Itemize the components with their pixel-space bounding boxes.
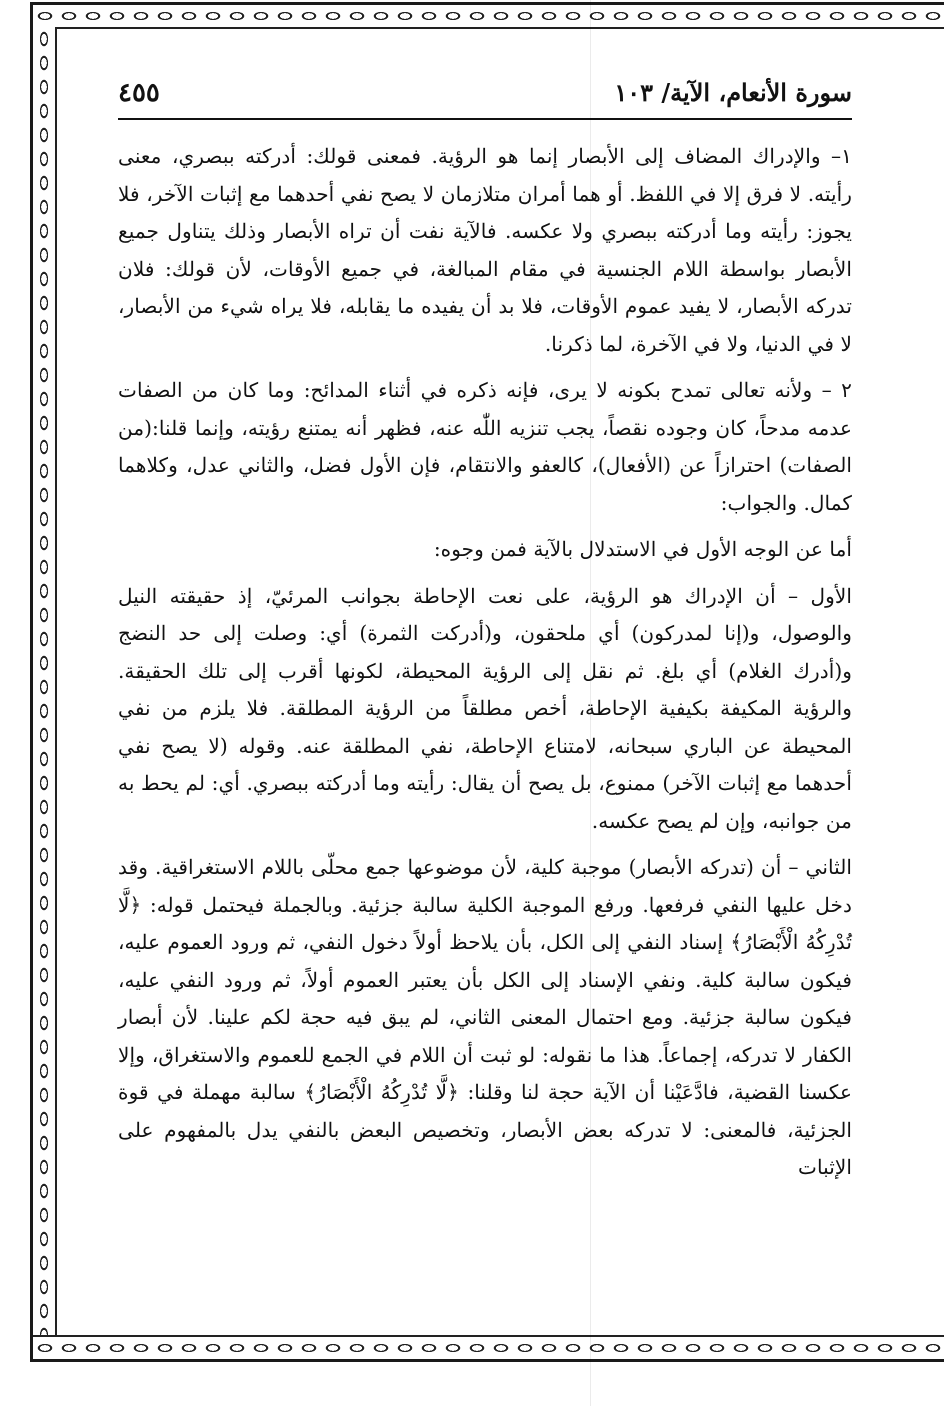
running-header [118, 74, 852, 120]
body-text [118, 138, 852, 1196]
page-number: ٤٥٥ [118, 78, 160, 108]
paragraph-3: أما عن الوجه الأول في الاستدلال بالآية فمن وجوه: [433, 537, 852, 561]
paragraph-1: ١– والإدراك المضاف إلى الأبصار إنما هو الرؤية. فمعنى قولك: أدركته ببصري، معنى رأيته. لا فرق إلا في اللفظ. أو هما أمران متلازمان لا يصح نفي أحدهما مع إثبات الآخر، فلا يجوز: رأيته وما أدركته ببصري ولا عكسه. فالآية نفت أن تراه الأبصار وذلك يتناول جميع الأبصار بواسطة اللام الجنسية في مقام المبالغة، في جميع الأوقات، لأن قولك: فلان تدركه الأبصار، لا يفيد عموم الأوقات، فلا بد أن يفيده ما يقابله، فلا يراه شيء من الأبصار، لا في الدنيا، ولا في الآخرة، لما ذكرنا. [118, 144, 852, 356]
paragraph-5: الثاني – أن (تدركه الأبصار) موجبة كلية، لأن موضوعها جمع محلّى باللام الاستغراقية. وقد دخل عليها النفي فرفعها. ورفع الموجبة الكلية سالبة جزئية. وبالجملة فيحتمل قوله: ﴿لَّا تُدْرِكُهُ الْأَبْصَارُ﴾ إسناد النفي إلى الكل، بأن يلاحظ أولاً دخول النفي، ثم ورود العموم عليه، فيكون سالبة كلية. ونفي الإسناد إلى الكل بأن يعتبر العموم أولاً، ثم ورود النفي عليه، فيكون سالبة جزئية. ومع احتمال المعنى الثاني، لم يبق فيه حجة لكم علينا. لأن أبصار الكفار لا تدركه، إجماعاً. هذا ما نقوله: لو ثبت أن اللام في الجمع للعموم والاستغراق، وإلا عكسنا القضية، فادَّعَيْنا أن الآية حجة لنا وقلنا: ﴿لَّا تُدْرِكُهُ الْأَبْصَارُ﴾ سالبة مهملة في قوة الجزئية، فالمعنى: لا تدركه بعض الأبصار، وتخصيص البعض بالنفي يدل بالمفهوم على الإثبات [118, 855, 852, 1179]
chain-border-top [33, 5, 944, 29]
chain-border-left [33, 27, 57, 1337]
paragraph-4: الأول – أن الإدراك هو الرؤية، على نعت الإحاطة بجوانب المرئيّ، إذ حقيقته النيل والوصول، و(إنا لمدركون) أي ملحقون، و(أدركت الثمرة) أي: وصلت إلى حد النضج و(أدرك الغلام) أي بلغ. ثم نقل إلى الرؤية المحيطة، لكونها أقرب إلى تلك الحقيقة. والرؤية المكيفة بكيفية الإحاطة، أخص مطلقاً من الرؤية المطلقة. فلا يلزم من نفي المحيطة عن الباري سبحانه، لامتناع الإحاطة، نفي المطلقة عنه. وقوله (لا يصح نفي أحدهما مع إثبات الآخر) ممنوع، بل يصح أن يقال: رأيته وما أدركته ببصري. أي: لم يحط به من جوانبه، وإن لم يصح عكسه. [118, 583, 852, 833]
paragraph-2: ٢ – ولأنه تعالى تمدح بكونه لا يرى، فإنه ذكره في أثناء المدائح: وما كان من الصفات عدمه مدحاً، كان وجوده نقصاً، يجب تنزيه اللّٰه عنه، فظهر أنه يمتنع رؤيته، وإنما قلنا:(من الصفات) احترازاً عن (الأفعال)، كالعفو والانتقام، فإن الأول فضل، والثاني عدل، وكلاهما كمال. والجواب: [118, 378, 852, 515]
surah-title: سورة الأنعام، الآية/ ١٠٣ [614, 78, 852, 107]
chain-border-bottom [33, 1335, 944, 1359]
